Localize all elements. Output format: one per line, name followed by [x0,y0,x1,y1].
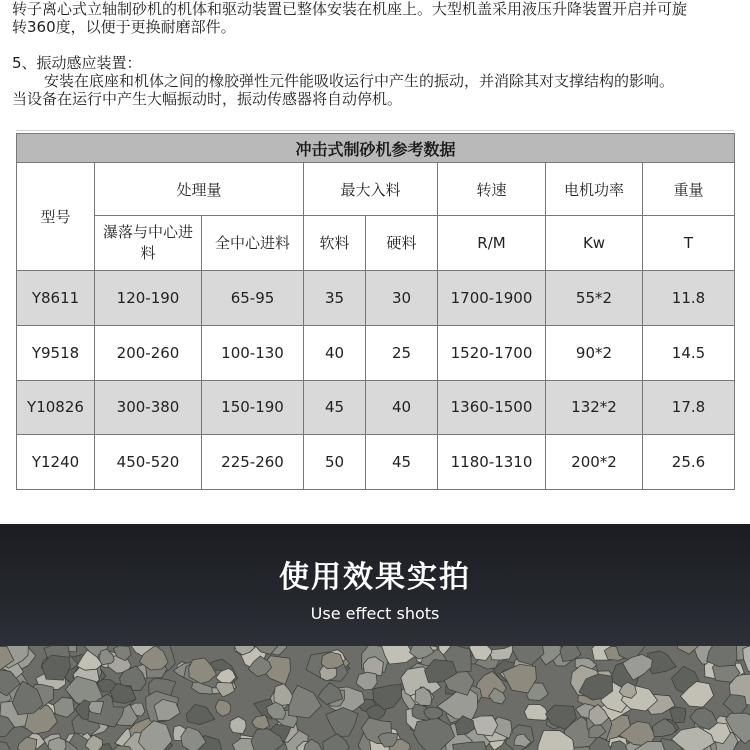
cell-hard: 45 [366,435,438,490]
cell-power: 90*2 [546,325,643,380]
header-soft: 软料 [304,216,366,271]
cell-model: Y1240 [17,435,95,490]
gravel-stone [186,704,215,724]
cell-model: Y9518 [17,325,95,380]
cell-cap2: 100-130 [202,325,304,380]
gravel-stone [54,697,75,717]
cell-soft: 40 [304,325,366,380]
gravel-stone [274,684,293,706]
header-model: 型号 [17,163,95,271]
cell-weight: 25.6 [643,435,735,490]
cell-hard: 25 [366,325,438,380]
cell-model: Y8611 [17,271,95,326]
gravel-stone [524,704,548,720]
header-weight-unit: T [643,216,735,271]
gravel-stone [289,685,322,718]
cell-cap2: 150-190 [202,380,304,435]
gravel-stone [154,699,180,720]
header-speed-unit: R/M [438,216,546,271]
cell-cap1: 120-190 [95,271,202,326]
gravel-stone [326,708,358,737]
cell-weight: 14.5 [643,325,735,380]
gravel-stone [743,646,750,672]
gravel-stone [230,717,247,734]
cell-power: 132*2 [546,380,643,435]
header-hard: 硬料 [366,216,438,271]
cell-speed: 1360-1500 [438,380,546,435]
cell-speed: 1180-1310 [438,435,546,490]
header-capacity: 处理量 [95,163,304,216]
cell-speed: 1700-1900 [438,271,546,326]
intro-line-1: 转子离心式立轴制砂机的机体和驱动装置已整体安装在机座上。大型机盖采用液压升降装置开启并可旋 [12,0,688,18]
gravel-stone [215,700,231,717]
header-max-feed: 最大入料 [304,163,438,216]
table-row [17,435,735,490]
cell-cap1: 300-380 [95,380,202,435]
spec-table [16,133,735,490]
header-power: 电机功率 [546,163,643,216]
cell-soft: 35 [304,271,366,326]
header-capacity-sub1: 瀑落与中心进料 [95,216,202,271]
cell-power: 200*2 [546,435,643,490]
intro-line-4: 当设备在运行中产生大幅振动时，振动传感器将自动停机。 [12,90,403,108]
gravel-stone [99,649,114,665]
banner-subtitle: Use effect shots [310,604,440,623]
cell-weight: 17.8 [643,380,735,435]
cell-cap2: 65-95 [202,271,304,326]
cell-soft: 45 [304,380,366,435]
table-row [17,271,735,326]
section-title: 5、振动感应装置： [12,54,142,72]
gravel-stone [356,672,377,690]
cell-soft: 50 [304,435,366,490]
cell-cap1: 450-520 [95,435,202,490]
cell-speed: 1520-1700 [438,325,546,380]
gravel-stone [18,737,37,750]
section-banner [0,524,750,646]
cell-cap2: 225-260 [202,435,304,490]
intro-text [12,0,740,108]
gravel-stone [216,682,235,697]
cell-model: Y10826 [17,380,95,435]
gravel-stone [321,652,344,669]
intro-line-2: 转360度，以便于更换耐磨部件。 [12,18,236,36]
gravel-stone [707,646,737,667]
table-row [17,325,735,380]
banner-title: 使用效果实拍 [279,560,471,595]
cell-cap1: 200-260 [95,325,202,380]
header-power-unit: Kw [546,216,643,271]
header-speed: 转速 [438,163,546,216]
gravel-stone [0,740,10,750]
cell-hard: 40 [366,380,438,435]
gravel-photo [0,646,750,750]
header-capacity-sub2: 全中心进料 [202,216,304,271]
cell-hard: 30 [366,271,438,326]
table-title: 冲击式制砂机参考数据 [17,134,735,163]
gravel-image [0,646,750,750]
table-row [17,380,735,435]
gravel-stone [723,695,746,714]
divider [16,130,734,131]
header-weight: 重量 [643,163,735,216]
cell-weight: 11.8 [643,271,735,326]
intro-line-3: 安装在底座和机体之间的橡胶弹性元件能吸收运行中产生的振动，并消除其对支撑结构的影响。 [44,72,675,90]
cell-power: 55*2 [546,271,643,326]
